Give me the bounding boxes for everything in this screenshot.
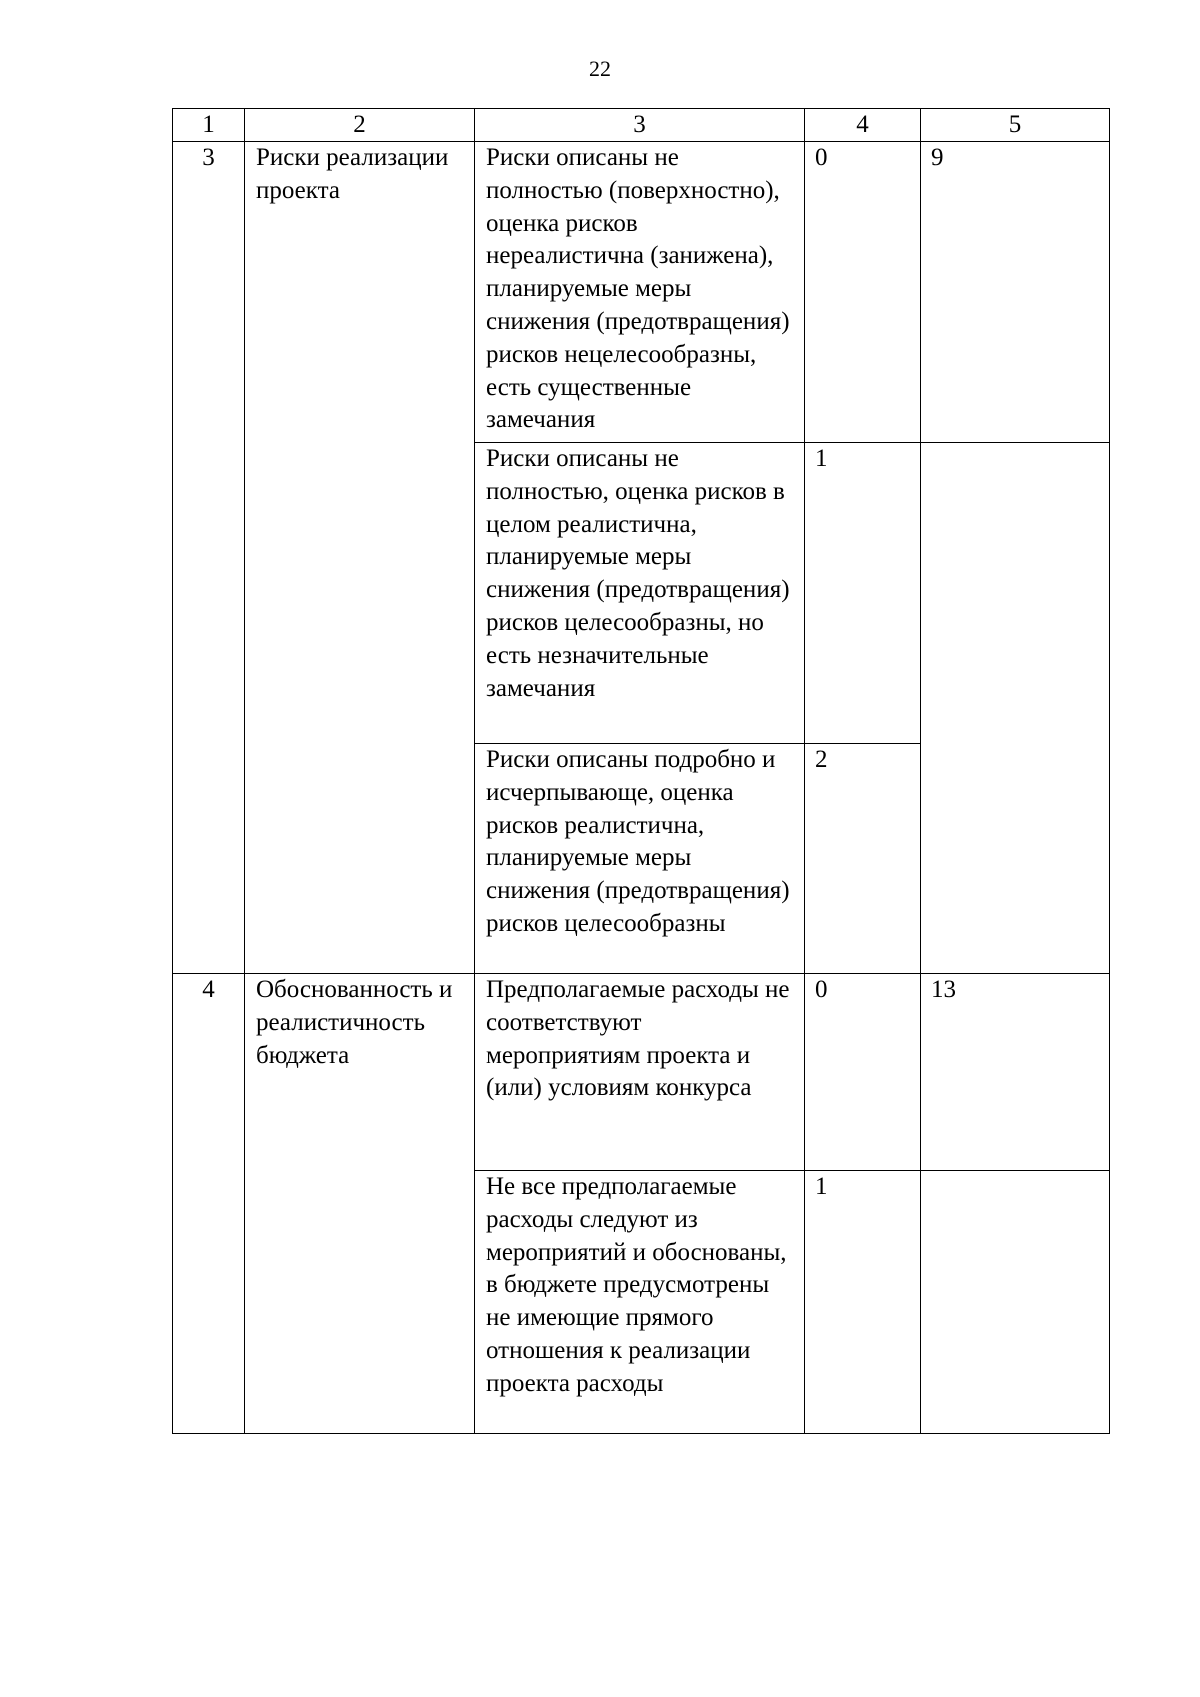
level-score: 1 [805, 443, 921, 744]
column-header-3: 3 [475, 109, 805, 142]
table-row [173, 142, 1110, 443]
column-header-2: 2 [245, 109, 475, 142]
column-header-1: 1 [173, 109, 245, 142]
max-score: 9 [921, 142, 1110, 443]
level-description: Предполагаемые расходы не соответствуют мероприятиям проекта и (или) условиям конкурса [475, 974, 805, 1171]
max-score-empty [921, 443, 1110, 974]
page-number: 22 [589, 56, 611, 81]
max-score: 13 [921, 974, 1110, 1171]
criterion-number: 4 [173, 974, 245, 1434]
column-header-5: 5 [921, 109, 1110, 142]
table-row [173, 974, 1110, 1171]
column-header-4: 4 [805, 109, 921, 142]
level-description: Не все предполагаемые расходы следуют из мероприятий и обоснованы, в бюджете предусмотрены не имеющие прямого отношения к реализации проекта расходы [475, 1171, 805, 1434]
criterion-name: Риски реализации проекта [245, 142, 475, 974]
level-score: 0 [805, 974, 921, 1171]
level-description: Риски описаны подробно и исчерпывающе, оценка рисков реалистична, планируемые меры снижения (предотвращения) рисков целесообразны [475, 744, 805, 974]
criterion-name: Обоснованность и реалистичность бюджета [245, 974, 475, 1434]
header-row [173, 109, 1110, 142]
level-description: Риски описаны не полностью (поверхностно), оценка рисков нереалистична (занижена), планируемые меры снижения (предотвращения) рисков нецелесообразны, есть существенные замечания [475, 142, 805, 443]
max-score-empty [921, 1171, 1110, 1434]
criterion-number: 3 [173, 142, 245, 974]
level-description: Риски описаны не полностью, оценка рисков в целом реалистична, планируемые меры снижения (предотвращения) рисков целесообразны, но есть незначительные замечания [475, 443, 805, 744]
level-score: 1 [805, 1171, 921, 1434]
level-score: 0 [805, 142, 921, 443]
level-score: 2 [805, 744, 921, 974]
evaluation-criteria-table [172, 108, 1110, 1434]
